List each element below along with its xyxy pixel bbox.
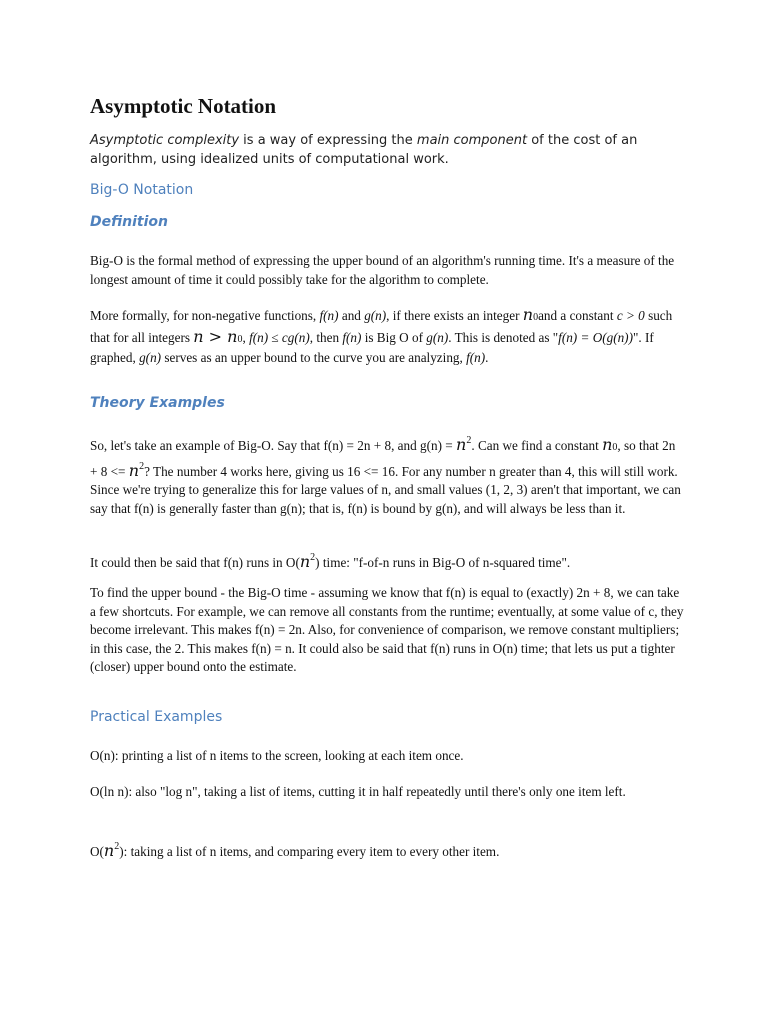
theory-paragraph-2 — [90, 549, 686, 573]
theory-text: . Can we find a constant — [471, 438, 603, 453]
intro-term: Asymptotic complexity — [90, 133, 240, 148]
math-n: n — [522, 305, 534, 324]
formal-gn: g(n) — [139, 350, 162, 366]
formal-text: More formally, for non-negative functions, — [90, 308, 320, 323]
formal-fn: f(n) — [319, 308, 339, 323]
math-subscript-zero: 0 — [237, 333, 243, 345]
theory-paragraph-3: To find the upper bound - the Big-O time - assuming we know that f(n) is equal to (exactly) 2n + 8, we can take a few shortcuts. For example, we can remove all constants from the runtime; eventually, at some value of c, they become irrelevant. This makes f(n) = 2n. Also, for convenience of comparison, we remove constant multipliers; in this case, the 2. This makes f(n) = n. It could also be said that f(n) runs in O(n) time; that lets us put a tighter (closer) upper bound onto the estimate. — [90, 585, 684, 675]
math-n: n — [456, 435, 467, 454]
formal-text: serves as an upper bound to the curve you are analyzing, — [161, 350, 467, 366]
math-subscript-zero: 0 — [533, 312, 539, 323]
formal-fn: f(n) — [466, 350, 486, 366]
formal-fn: f(n) — [342, 329, 362, 345]
formal-gn: g(n) — [426, 329, 449, 345]
practical-text: ): taking a list of n items, and comparing every item to every other item. — [119, 844, 500, 859]
math-n: n — [193, 326, 204, 346]
theory-text: So, let's take an example of Big-O. Say that f(n) = 2n + 8, and g(n) = — [90, 438, 457, 453]
theory-paragraph-1 — [90, 432, 686, 518]
formal-text: . This is denoted as " — [448, 329, 559, 345]
formal-c-condition: c > 0 — [616, 308, 645, 323]
formal-inequality: f(n) ≤ cg(n) — [249, 329, 310, 345]
intro-text-2: of the cost of an algorithm, using idealized units of computational work. — [90, 133, 638, 167]
math-subscript-zero: 0 — [612, 442, 618, 453]
page-title: Asymptotic Notation — [90, 94, 277, 118]
theory-text: , so that 2n + 8 <= — [90, 438, 676, 479]
formal-text: and a constant — [538, 308, 617, 323]
formal-gn: g(n) — [364, 308, 387, 323]
theory-text: ? The number 4 works here, giving us 16 <= 16. For any number n greater than 4, this will still work. Since we're trying to generalize this for large values of n, and small values (1, 2, 3) aren't that important, we can say that f(n) is generally faster than g(n); that is, f(n) is bound by g(n), and will always be less than it. — [90, 463, 681, 516]
math-superscript-two: 2 — [114, 841, 120, 852]
theory-text: It could then be said that f(n) runs in O( — [90, 555, 300, 570]
formal-definition-paragraph — [90, 306, 686, 368]
math-n: n — [103, 841, 115, 860]
math-n: n — [602, 435, 613, 454]
intro-paragraph — [90, 131, 686, 169]
formal-text: and — [338, 308, 365, 323]
section-heading-theory-examples: Theory Examples — [90, 395, 225, 411]
math-superscript-two: 2 — [310, 552, 316, 563]
formal-text: such that for all integers — [90, 308, 673, 345]
intro-main-component: main component — [416, 133, 528, 148]
math-greater-than: > — [203, 326, 228, 346]
section-heading-practical-examples: Practical Examples — [90, 709, 223, 725]
formal-text: , if there exists an integer — [386, 308, 523, 323]
definition-paragraph: Big-O is the formal method of expressing the upper bound of an algorithm's running time. It's a measure of the longest amount of time it could possibly take for the algorithm to complete. — [90, 253, 675, 287]
intro-text-1: is a way of expressing the — [239, 133, 417, 148]
practical-example-2: O(ln n): also "log n", taking a list of items, cutting it in half repeatedly until there's only one item left. — [90, 784, 626, 799]
section-heading-definition: Definition — [90, 214, 168, 230]
practical-example-1: O(n): printing a list of n items to the screen, looking at each item once. — [90, 748, 464, 763]
math-superscript-two: 2 — [139, 460, 145, 472]
math-superscript-two: 2 — [466, 435, 472, 446]
formal-text: , then — [309, 329, 343, 345]
formal-text: ". If graphed, — [90, 329, 654, 366]
practical-text: O( — [90, 844, 104, 859]
section-heading-big-o: Big-O Notation — [90, 182, 194, 198]
formal-text: is Big O of — [361, 329, 427, 345]
formal-text: , — [242, 329, 250, 345]
practical-example-3 — [90, 838, 686, 862]
math-n: n — [299, 552, 311, 571]
theory-text: ) time: "f-of-n runs in Big-O of n-squared time". — [315, 555, 571, 570]
formal-notation: f(n) = O(g(n)) — [558, 329, 633, 345]
formal-text: . — [485, 350, 489, 366]
math-n: n — [128, 460, 140, 480]
math-n: n — [227, 326, 238, 346]
